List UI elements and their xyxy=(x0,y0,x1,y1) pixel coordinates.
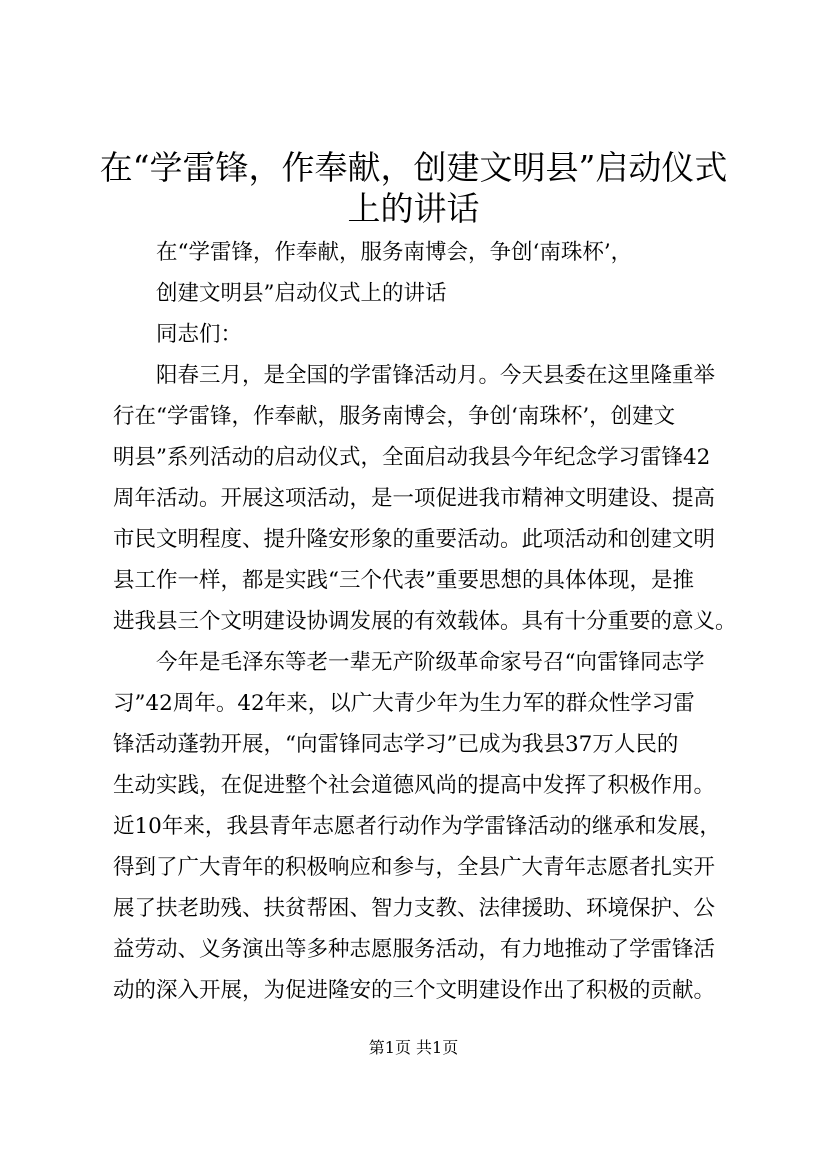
paragraph-2-line: 习”42周年。42年来，以广大青少年为生力军的群众性学习雷 xyxy=(113,691,695,716)
paragraph-2 xyxy=(113,642,743,1011)
paragraph-1-line: 明县”系列活动的启动仪式，全面启动我县今年纪念学习雷锋42 xyxy=(113,445,711,470)
paragraph-1-line: 县工作一样，都是实践“三个代表”重要思想的具体体现，是推 xyxy=(113,568,694,593)
document-title xyxy=(95,146,732,228)
paragraph-2-line: 锋活动蓬勃开展，“向雷锋同志学习”已成为我县37万人民的 xyxy=(113,732,679,757)
document-body xyxy=(113,232,743,1011)
salutation xyxy=(113,314,743,355)
paragraph-1-line: 阳春三月，是全国的学雷锋活动月。今天县委在这里隆重举 xyxy=(156,363,716,388)
paragraph-2-line: 动的深入开展，为促进隆安的三个文明建设作出了积极的贡献。 xyxy=(113,978,716,1003)
page-footer: 第1页 共1页 xyxy=(368,1038,459,1057)
subtitle-line-2: 创建文明县”启动仪式上的讲话 xyxy=(156,281,447,306)
paragraph-1-line: 进我县三个文明建设协调发展的有效载体。具有十分重要的意义。 xyxy=(113,609,737,634)
paragraph-2-line: 展了扶老助残、扶贫帮困、智力支教、法律援助、环境保护、公 xyxy=(113,896,716,921)
subtitle-line-1: 在“学雷锋，作奉献，服务南博会，争创‘南珠杯’， xyxy=(156,240,633,265)
title-line-1: 在“学雷锋，作奉献，创建文明县”启动仪式 xyxy=(99,148,728,187)
paragraph-2-line: 近10年来，我县青年志愿者行动作为学雷锋活动的继承和发展， xyxy=(113,814,721,839)
paragraph-1-line: 行在“学雷锋，作奉献，服务南博会，争创‘南珠杯’，创建文 xyxy=(113,404,676,429)
paragraph-2-line: 生动实践，在促进整个社会道德风尚的提高中发挥了积极作用。 xyxy=(113,773,716,798)
paragraph-2-line: 益劳动、义务演出等多种志愿服务活动，有力地推动了学雷锋活 xyxy=(113,937,716,962)
paragraph-1 xyxy=(113,355,743,642)
paragraph-2-line: 得到了广大青年的积极响应和参与，全县广大青年志愿者扎实开 xyxy=(113,855,716,880)
salutation-text: 同志们： xyxy=(156,322,243,347)
subtitle xyxy=(113,232,743,314)
paragraph-1-line: 市民文明程度、提升隆安形象的重要活动。此项活动和创建文明 xyxy=(113,527,716,552)
paragraph-2-line: 今年是毛泽东等老一辈无产阶级革命家号召“向雷锋同志学 xyxy=(156,650,705,675)
paragraph-1-line: 周年活动。开展这项活动，是一项促进我市精神文明建设、提高 xyxy=(113,486,716,511)
title-line-2: 上的讲话 xyxy=(347,189,480,228)
